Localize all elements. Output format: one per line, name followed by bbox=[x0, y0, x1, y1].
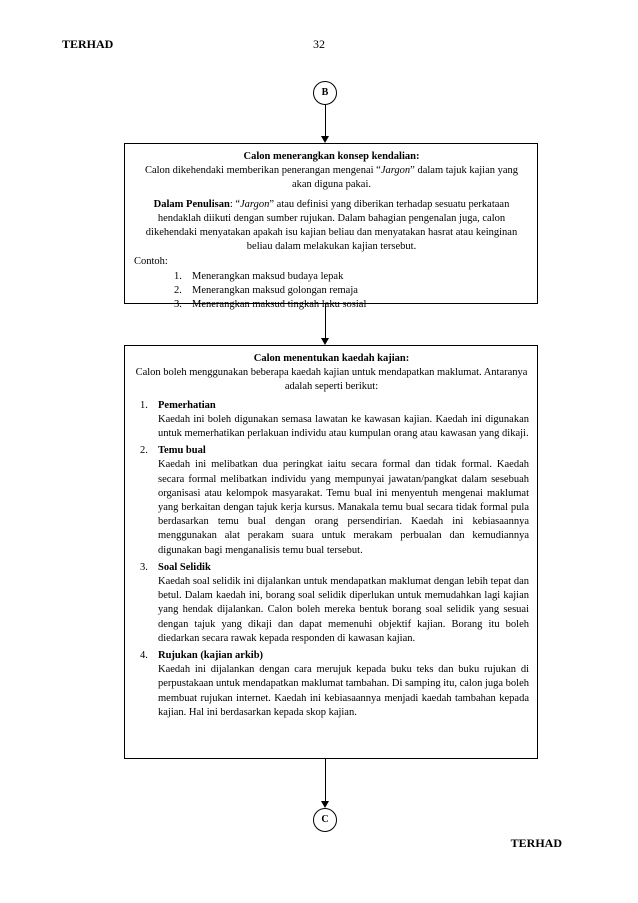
list-item: 3. Soal Selidik Kaedah soal selidik ini dijalankan untuk mendapatkan maklumat dengan lebih tepat dan betul. Dalam kaedah ini, borang soal selidik diperlukan untuk memudahkan lagi kajian yang hendak dijalankan. Calon boleh mereka bentuk borang soal selidik yang sesuai dengan tajuk yang dikaji dan dapat memenuhi objektif kajian. Borang itu boleh diedarkan secara rawak kepada responden di kawasan kajian. bbox=[134, 561, 529, 646]
connector-b: B bbox=[313, 81, 337, 105]
list-item: 1. Menerangkan maksud budaya lepak bbox=[174, 270, 344, 282]
page-number: 32 bbox=[313, 37, 325, 51]
method-body: Kaedah soal selidik ini dijalankan untuk mendapatkan maklumat dengan lebih tepat dan betul. Dalam kaedah ini, borang soal selidik diperlukan untuk memudahkan lagi kajian yang hendak dijalankan. Calon boleh mereka bentuk borang soal selidik yang sesuai dengan tajuk yang dikaji dan dapat memenuhi objektif kajian. Borang itu boleh diedarkan secara rawak kepada responden di kawasan kajian. bbox=[158, 576, 529, 644]
method-title: Soal Selidik bbox=[158, 561, 211, 573]
methods-intro: Calon boleh menggunakan beberapa kaedah kajian untuk mendapatkan maklumat. Antaranya adalah seperti berikut: bbox=[135, 367, 528, 393]
connector-c: C bbox=[313, 808, 337, 832]
concept-title: Calon menerangkan konsep kendalian: bbox=[243, 151, 420, 162]
list-item: 2. Temu bual Kaedah ini melibatkan dua peringkat iaitu secara formal dan tidak formal. Kaedah secara formal melibatkan individu yang mempunyai jawatan/pangkat dalam sesebuah organisasi atau kelompok masyarakat. Temu bual ini menyentuh mengenai maklumat yang berkaitan dengan tajuk kerja kursus. Manakala temu bual secara tidak formal pula berdasarkan temu bual dengan orang persendirian. Kaedah ini kebiasaannya menggunakan alat perakam suara untuk merakam perbualan dan kemudiannya digunakan bagi menganalisis temu bual tersebut. bbox=[134, 444, 529, 558]
concept-box bbox=[124, 143, 538, 311]
method-title: Rujukan (kajian arkib) bbox=[158, 650, 264, 662]
arrow-down-icon bbox=[321, 801, 329, 808]
header-classification: TERHAD bbox=[62, 37, 114, 51]
writing-paragraph: Dalam Penulisan: “Jargon” atau definisi yang diberikan terhadap sesuatu perkataan hendaklah diikuti dengan sumber rujukan. Dalam bahagian pengenalan juga, calon dikehendaki menyatakan apakah isu kajian beliau dan menyatakan hasrat atau keinginan beliau dalam melakukan kajian tersebut. bbox=[145, 198, 518, 253]
footer-classification: TERHAD bbox=[510, 836, 562, 850]
method-body: Kaedah ini boleh digunakan semasa lawatan ke kawasan kajian. Kaedah ini digunakan untuk memerhatikan perlakuan individu atau kumpulan orang atau kawasan yang dikaji. bbox=[158, 413, 529, 440]
method-body: Kaedah ini melibatkan dua peringkat iaitu secara formal dan tidak formal. Kaedah secara formal melibatkan individu yang mempunyai jawatan/pangkat dalam sesebuah organisasi atau kelompok masyarakat. Temu bual ini menyentuh mengenai maklumat yang berkaitan dengan tajuk kerja kursus. Manakala temu bual secara tidak formal pula berdasarkan temu bual dengan orang persendirian. Kaedah ini kebiasaannya menggunakan alat perakam suara untuk merakam perbualan dan kemudiannya digunakan bagi menganalisis temu bual tersebut. bbox=[158, 459, 529, 556]
methods-title: Calon menentukan kaedah kajian: bbox=[253, 353, 410, 364]
methods-list bbox=[134, 399, 529, 720]
concept-subtitle: Calon dikehendaki memberikan penerangan mengenai “Jargon” dalam tajuk kajian yang akan diguna pakai. bbox=[144, 165, 519, 191]
arrow-down-icon bbox=[321, 338, 329, 345]
method-title: Temu bual bbox=[158, 445, 206, 457]
method-body: Kaedah ini dijalankan dengan cara merujuk kepada buku teks dan buku rujukan di perpustakaan untuk mendapatkan maklumat tambahan. Di samping itu, calon juga boleh membuat rujukan internet. Kaedah ini kebiasaannya menjadi kaedah tambahan kepada kajian. Hal ini berdasarkan kepada skop kajian. bbox=[158, 664, 529, 718]
connector-line-bottom bbox=[325, 759, 326, 802]
example-label: Contoh: bbox=[134, 256, 168, 268]
list-item: 2. Menerangkan maksud golongan remaja bbox=[174, 284, 358, 296]
method-title: Pemerhatian bbox=[158, 399, 216, 411]
methods-box bbox=[124, 345, 538, 759]
example-list bbox=[134, 270, 529, 313]
list-item: 1. Pemerhatian Kaedah ini boleh digunakan semasa lawatan ke kawasan kajian. Kaedah ini digunakan untuk memerhatikan perlakuan individu atau kumpulan orang atau kawasan yang dikaji. bbox=[134, 399, 529, 442]
list-item: 4. Rujukan (kajian arkib) Kaedah ini dijalankan dengan cara merujuk kepada buku teks dan buku rujukan di perpustakaan untuk mendapatkan maklumat tambahan. Di samping itu, calon juga boleh membuat rujukan internet. Kaedah ini kebiasaannya menjadi kaedah tambahan kepada kajian. Hal ini berdasarkan kepada skop kajian. bbox=[134, 649, 529, 720]
connector-line-top bbox=[325, 105, 326, 136]
arrow-down-icon bbox=[321, 136, 329, 143]
list-item: 3. Menerangkan maksud tingkah laku sosial bbox=[174, 299, 367, 311]
connector-line-middle bbox=[325, 304, 326, 338]
